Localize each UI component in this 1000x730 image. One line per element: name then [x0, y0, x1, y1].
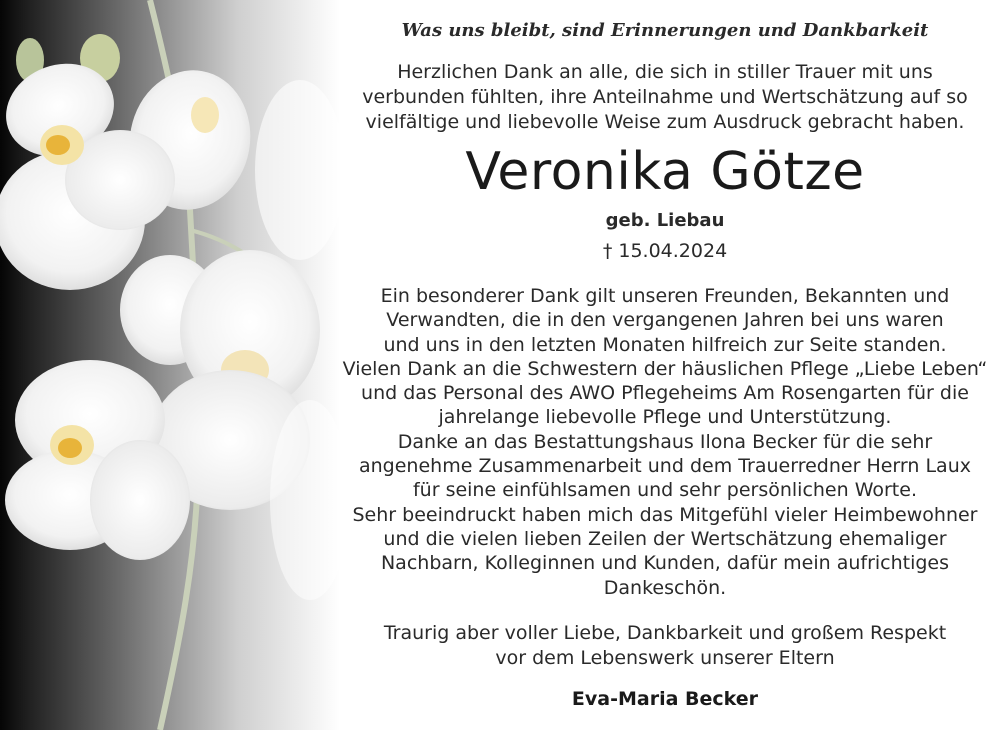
intro-paragraph — [330, 60, 1000, 135]
body-line: Dankeschön. — [603, 576, 727, 599]
deceased-name: Veronika Götze — [465, 142, 865, 202]
intro-line: Herzlichen Dank an alle, die sich in stiller Trauer mit uns — [397, 61, 933, 83]
body-line: und das Personal des AWO Pflegeheims Am Rosengarten für die — [361, 382, 969, 405]
closing-line: vor dem Lebenswerk unserer Eltern — [495, 647, 835, 669]
body-line: Ein besonderer Dank gilt unseren Freunden, Bekannten und — [380, 285, 950, 307]
body-line: Nachbarn, Kolleginnen und Kunden, dafür mein aufrichtiges — [380, 552, 950, 575]
birth-name: geb. Liebau — [605, 210, 725, 231]
motto: Was uns bleibt, sind Erinnerungen und Dankbarkeit — [401, 20, 929, 41]
closing-paragraph — [330, 621, 1000, 671]
body-line: und uns in den letzten Monaten hilfreich zur Seite standen. — [383, 333, 947, 356]
body-line: und die vielen lieben Zeilen der Wertschätzung ehemaliger — [383, 527, 947, 550]
white-orchid-icon — [0, 0, 340, 730]
body-line: angenehme Zusammenarbeit und dem Trauerredner Herrn Laux — [359, 455, 971, 478]
thanks-paragraph — [330, 284, 1000, 600]
body-line: für seine einfühlsamen und sehr persönlichen Worte. — [412, 479, 917, 502]
text-column — [330, 0, 1000, 730]
death-date: † 15.04.2024 — [602, 240, 728, 262]
signature: Eva-Maria Becker — [571, 688, 759, 710]
intro-line: vielfältige und liebevolle Weise zum Ausdruck gebracht haben. — [365, 111, 965, 133]
closing-line: Traurig aber voller Liebe, Dankbarkeit und großem Respekt — [383, 622, 947, 644]
body-line: jahrelange liebevolle Pflege und Unterstützung. — [438, 406, 892, 429]
body-line: Sehr beeindruckt haben mich das Mitgefühl vieler Heimbewohner — [352, 503, 978, 526]
body-line: Verwandten, die in den vergangenen Jahren bei uns waren — [386, 309, 944, 332]
intro-line: verbunden fühlten, ihre Anteilnahme und Wertschätzung auf so — [362, 86, 968, 108]
body-line: Vielen Dank an die Schwestern der häuslichen Pflege „Liebe Leben“ — [342, 357, 988, 380]
body-line: Danke an das Bestattungshaus Ilona Becker für die sehr — [397, 430, 933, 453]
